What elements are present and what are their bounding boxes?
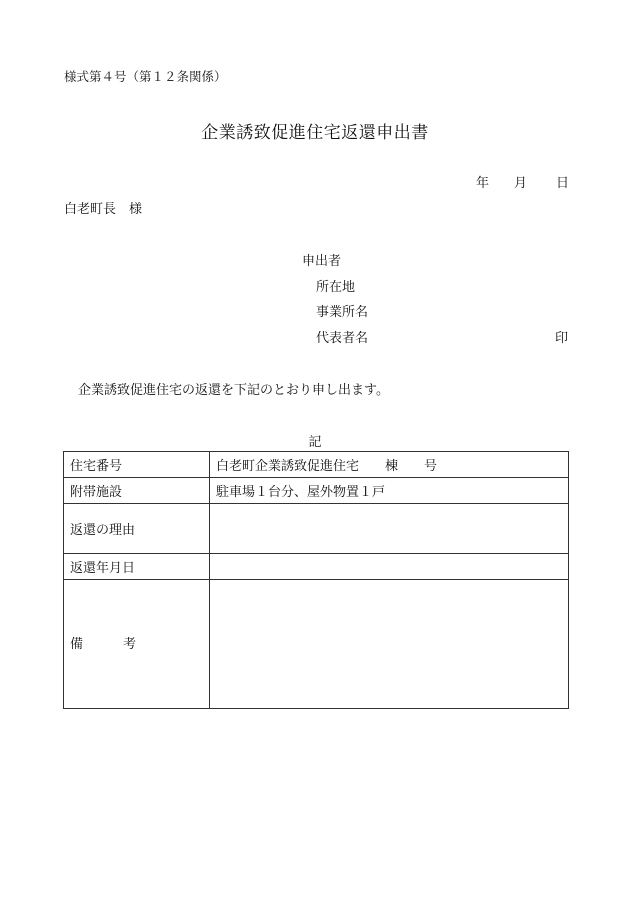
return-reason-label: 返還の理由 — [64, 504, 210, 554]
date-month-label: 月 — [514, 176, 528, 191]
applicant-location-label: 所在地 — [316, 280, 356, 295]
remarks-field[interactable] — [210, 580, 569, 709]
date-day-label: 日 — [556, 176, 570, 191]
table-row-return-reason — [64, 504, 569, 554]
applicant-label: 申出者 — [302, 254, 342, 269]
remarks-label-char-1: 備 — [70, 636, 84, 652]
facilities-value[interactable]: 駐車場１台分、屋外物置１戸 — [210, 478, 569, 504]
remarks-label-char-2: 考 — [122, 636, 136, 652]
addressee: 白老町長 様 — [64, 202, 143, 217]
applicant-representative-label: 代表者名 — [316, 331, 369, 346]
applicant-office-name-label: 事業所名 — [316, 305, 369, 320]
document-title: 企業誘致促進住宅返還申出書 — [201, 123, 429, 143]
request-statement: 企業誘致促進住宅の返還を下記のとおり申し出ます。 — [78, 383, 389, 398]
form-number: 様式第４号（第１２条関係） — [64, 69, 227, 84]
facilities-label: 附帯施設 — [64, 478, 210, 504]
return-date-label: 返還年月日 — [64, 554, 210, 580]
return-date-field[interactable] — [210, 554, 569, 580]
house-number-value[interactable]: 白老町企業誘致促進住宅 棟 号 — [210, 452, 569, 478]
date-year-label: 年 — [476, 176, 490, 191]
house-number-label: 住宅番号 — [64, 452, 210, 478]
table-row-return-date — [64, 554, 569, 580]
remarks-label — [70, 633, 136, 652]
remarks-label-cell — [64, 580, 210, 709]
seal-mark: 印 — [555, 331, 569, 346]
table-row-facilities — [64, 478, 569, 504]
record-table — [63, 451, 569, 709]
ki-heading: 記 — [308, 435, 322, 450]
table-row-remarks — [64, 580, 569, 709]
return-reason-field[interactable] — [210, 504, 569, 554]
table-row-house-number — [64, 452, 569, 478]
